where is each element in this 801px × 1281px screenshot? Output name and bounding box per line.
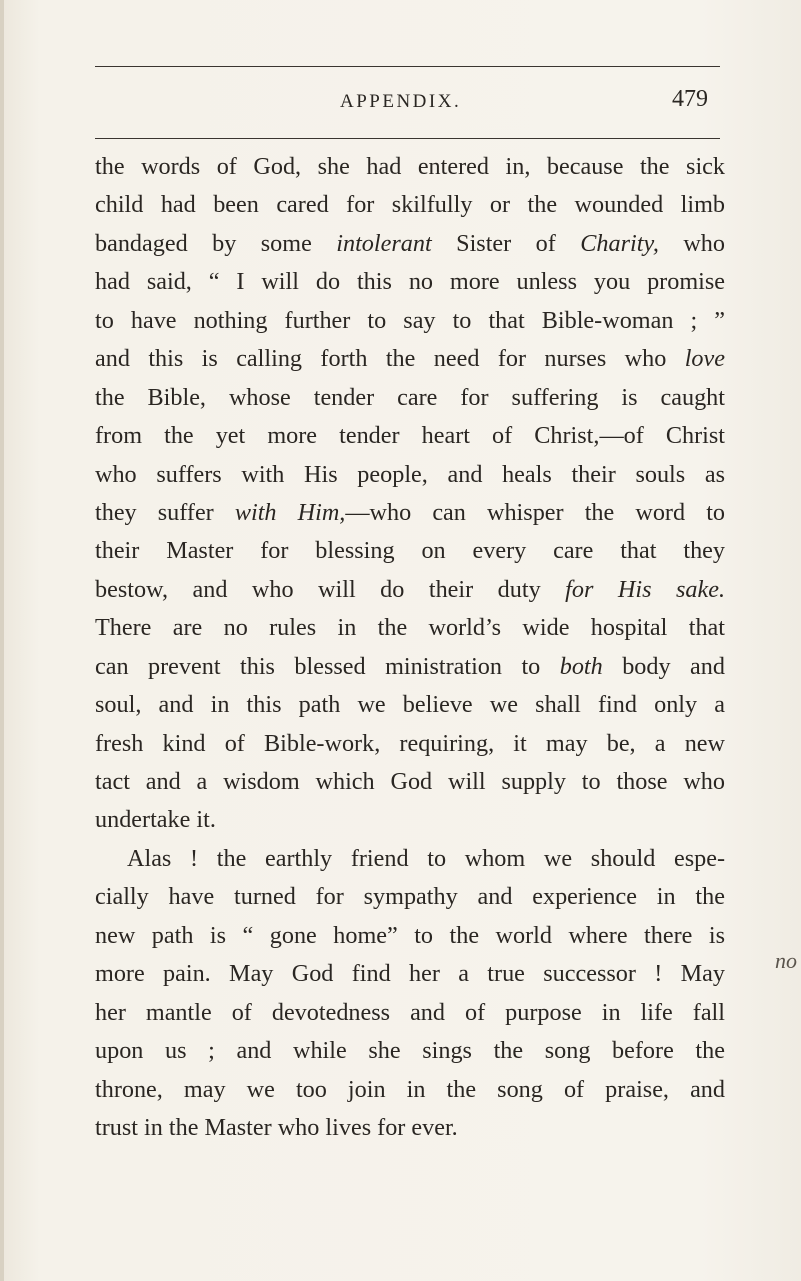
text-line: her mantle of devotedness and of purpose in life fall (95, 998, 725, 1026)
text-line: more pain. May God find her a true successor ! May (95, 960, 725, 988)
page-edge-shadow (0, 0, 4, 1281)
text-line: upon us ; and while she sings the song before the (95, 1037, 725, 1065)
text-line: undertake it. (95, 806, 216, 834)
text-line: new path is “ gone home” to the world where there is (95, 921, 725, 949)
text-line: There are no rules in the world’s wide hospital that (95, 614, 725, 642)
text-line: child had been cared for skilfully or the wounded limb (95, 191, 725, 219)
text-line: Alas ! the earthly friend to whom we should espe- (127, 844, 725, 872)
text-line: fresh kind of Bible-work, requiring, it may be, a new (95, 729, 725, 757)
text-line: soul, and in this path we believe we shall find only a (95, 691, 725, 719)
text-line: bandaged by some intolerant Sister of Charity, who (95, 229, 725, 257)
page-number: 479 (672, 86, 708, 112)
text-line: tact and a wisdom which God will supply to those who (95, 768, 725, 795)
text-line: the words of God, she had entered in, because the sick (95, 153, 725, 180)
text-line: cially have turned for sympathy and experience in the (95, 883, 725, 911)
header-rule-bottom (95, 138, 720, 139)
text-line: and this is calling forth the need for nurses who love (95, 345, 725, 373)
text-line: can prevent this blessed ministration to both body and (95, 652, 725, 680)
text-line: the Bible, whose tender care for suffering is caught (95, 383, 725, 411)
running-header-title: APPENDIX. (340, 91, 462, 112)
header-rule-top (95, 66, 720, 67)
text-line: bestow, and who will do their duty for His sake. (95, 575, 726, 603)
text-line: throne, may we too join in the song of praise, and (95, 1075, 725, 1103)
text-line: their Master for blessing on every care that they (95, 537, 725, 565)
text-line: had said, “ I will do this no more unless you promise (95, 268, 725, 296)
text-line: to have nothing further to say to that Bible-woman ; ” (95, 306, 725, 334)
text-line: trust in the Master who lives for ever. (95, 1113, 458, 1141)
text-line: who suffers with His people, and heals their souls as (95, 460, 725, 488)
text-line: they suffer with Him,—who can whisper the word to (95, 498, 726, 526)
text-line: from the yet more tender heart of Christ,—of Christ (95, 422, 725, 450)
body-text (95, 148, 725, 1147)
handwritten-margin-note: no (775, 948, 797, 973)
